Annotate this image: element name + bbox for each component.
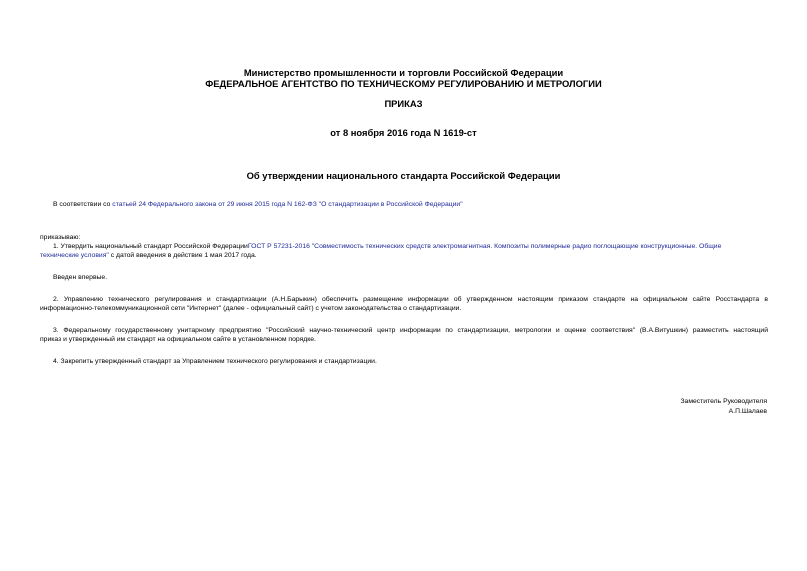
gost-link-continued[interactable]: технические условия" [40,252,109,259]
item3-line2: приказ и утвержденный им стандарт на официальном сайте в установленном порядке. [40,336,316,343]
preamble-prefix: В соответствии со [53,201,113,208]
order-date-number: от 8 ноября 2016 года N 1619-ст [330,127,477,138]
order-word: приказываю: [40,234,81,241]
ministry-title: Министерство промышленности и торговли Российской Федерации [243,67,564,78]
signatory-name: А.П.Шалаев [728,408,767,415]
signatory-position: Заместитель Руководителя [680,398,767,405]
gost-link[interactable]: ГОСТ Р 57231-2016 "Совместимость технических средств электромагнитная. Композиты полимерные радио поглощающие конструкционные. Общие [247,243,722,250]
item2-line1: 2. Управлению технического регулирования и стандартизации (А.Н.Барыкин) обеспечить размещение информации об утвержденном настоящим приказом стандарте на официальном сайте Росстандарта в [53,296,768,303]
item1-line2 [40,251,257,261]
item2-line2: информационно-телекоммуникационной сети "Интернет" (далее - официальный сайт) с учетом законодательства о стандартизации. [40,305,462,312]
item3-line1: 3. Федеральному государственному унитарному предприятию "Российский научно-технический центр информации по стандартизации, метрологии и оценке соответствия" (В.А.Витушкин) разместить настоящий [53,327,768,334]
item4: 4. Закрепить утвержденный стандарт за Управлением технического регулирования и стандартизации. [53,358,377,365]
introduced-note: Введен впервые. [53,274,108,281]
agency-title: ФЕДЕРАЛЬНОЕ АГЕНТСТВО ПО ТЕХНИЧЕСКОМУ РЕГУЛИРОВАНИЮ И МЕТРОЛОГИИ [205,78,602,89]
item1-prefix: 1. Утвердить национальный стандарт Российской Федерации [53,243,248,250]
preamble [53,200,463,210]
item1-suffix: с датой введения в действие 1 мая 2017 года. [108,252,257,259]
federal-law-link[interactable]: статьей 24 Федерального закона от 29 июня 2015 года N 162-ФЗ "О стандартизации в Российской Федерации" [112,201,463,208]
document-type: ПРИКАЗ [384,98,423,109]
order-subject: Об утверждении национального стандарта Российской Федерации [246,170,561,181]
